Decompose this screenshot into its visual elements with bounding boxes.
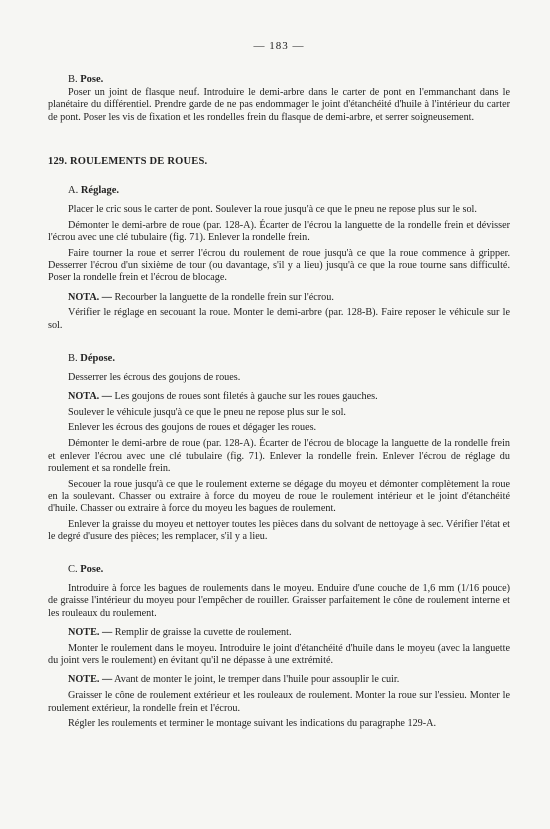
note-paragraph xyxy=(48,674,510,686)
subsection-heading-c-pose xyxy=(68,564,510,575)
subsection-title: Pose. xyxy=(80,564,104,576)
paragraph: Monter le roulement dans le moyeu. Introduire le joint d'étanchéité d'huile dans le moyeu (avec la languette du joint vers le roulement) en évitant qu'il ne dépasse à une extrémité. xyxy=(48,642,510,667)
paragraph: Démonter le demi-arbre de roue (par. 128-A). Écarter de l'écrou de blocage la languette de la rondelle frein et enlever l'écrou avec une clé tubulaire (fig. 71). Enlever la rondelle frein. Enlever l'écrou de réglage du roulement et sa rondelle frein. xyxy=(48,438,510,474)
subsection-title: Dépose. xyxy=(80,352,115,364)
note-label: NOTA. — xyxy=(68,291,112,303)
paragraph: Régler les roulements et terminer le montage suivant les indications du paragraphe 129-A. xyxy=(68,718,437,730)
note-text: Les goujons de roues sont filetés à gauche sur les roues gauches. xyxy=(114,390,378,402)
subsection-heading-a-reglage xyxy=(68,185,510,196)
note-label: NOTE. — xyxy=(68,674,113,686)
note-text: Remplir de graisse la cuvette de roulement. xyxy=(114,627,292,639)
paragraph: Introduire à force les bagues de roulements dans le moyeu. Enduire d'une couche de 1,6 mm (1/16 pouce) de graisse l'intérieur du moyeu pour l'empêcher de rouiller. Graisser parfaitement le cône de roulement interne et les rouleaux du roulement. xyxy=(48,583,510,619)
paragraph: Secouer la roue jusqu'à ce que le roulement externe se dégage du moyeu et démonter complètement la roue en la soulevant. Chasser ou extraire à force du moyeu de roue le roulement intérieur et le joint d'étanchéité d'huile. Chasser ou extraire à force du moyeu les bagues de roulement. xyxy=(48,478,510,515)
subsection-title: Réglage. xyxy=(80,184,120,196)
note-text: Avant de monter le joint, le tremper dans l'huile pour assouplir le cuir. xyxy=(114,674,400,686)
subsection-title: Pose. xyxy=(80,74,104,85)
paragraph: Faire tourner la roue et serrer l'écrou du roulement de roue jusqu'à ce que la roue commence à gripper. Desserrer l'écrou d'un sixième de tour (ou davantage, s'il y a lieu) jusqu'à ce que la roue tourne sans difficulté. Poser la rondelle frein et l'écrou de blocage. xyxy=(48,247,510,284)
note-paragraph xyxy=(48,391,510,403)
subsection-letter: B. xyxy=(68,74,78,85)
subsection-heading-b-pose xyxy=(68,74,510,85)
paragraph: Enlever la graisse du moyeu et nettoyer toutes les pièces dans du solvant de nettoyage à sec. Vérifier l'état et le degré d'usure des pièces; les remplacer, s'il y a lieu. xyxy=(48,519,510,543)
paragraph: Graisser le cône de roulement extérieur et les rouleaux de roulement. Monter la roue sur l'essieu. Monter le roulement extérieur, la rondelle frein et l'écrou. xyxy=(48,690,510,714)
paragraph: Vérifier le réglage en secouant la roue. Monter le demi-arbre (par. 128-B). Faire reposer le véhicule sur le sol. xyxy=(48,307,510,331)
paragraph: Poser un joint de flasque neuf. Introduire le demi-arbre dans le carter de pont en l'emmanchant dans le planétaire du différentiel. Prendre garde de ne pas endommager le joint d'étanchéité d'huile à l'intérieur du carter de pont. Poser les vis de fixation et les rondelles frein du flasque de demi-arbre, et serrer soigneusement. xyxy=(48,87,510,123)
paragraph: Desserrer les écrous des goujons de roues. xyxy=(68,371,241,383)
subsection-heading-b-depose xyxy=(68,353,510,364)
subsection-letter: B. xyxy=(68,352,78,364)
page-number: — 183 — xyxy=(253,40,305,52)
subsection-letter: C. xyxy=(68,564,78,576)
note-paragraph xyxy=(48,292,510,304)
paragraph: Placer le cric sous le carter de pont. Soulever la roue jusqu'à ce que le pneu ne repose plus sur le sol. xyxy=(68,203,477,215)
note-label: NOTE. — xyxy=(68,627,113,639)
paragraph: Soulever le véhicule jusqu'à ce que le pneu ne repose plus sur le sol. xyxy=(68,406,346,418)
note-label: NOTA. — xyxy=(68,390,112,402)
paragraph: Démonter le demi-arbre de roue (par. 128-A). Écarter de l'écrou la languette de la rondelle frein et dévisser l'écrou avec une clé tubulaire (fig. 71). Enlever la rondelle frein. xyxy=(48,219,510,243)
section-title-129: 129. ROULEMENTS DE ROUES. xyxy=(48,155,208,167)
paragraph: Enlever les écrous des goujons de roues et dégager les roues. xyxy=(68,422,317,434)
note-paragraph xyxy=(48,627,510,639)
subsection-letter: A. xyxy=(68,184,79,196)
note-text: Recourber la languette de la rondelle frein sur l'écrou. xyxy=(114,291,334,303)
